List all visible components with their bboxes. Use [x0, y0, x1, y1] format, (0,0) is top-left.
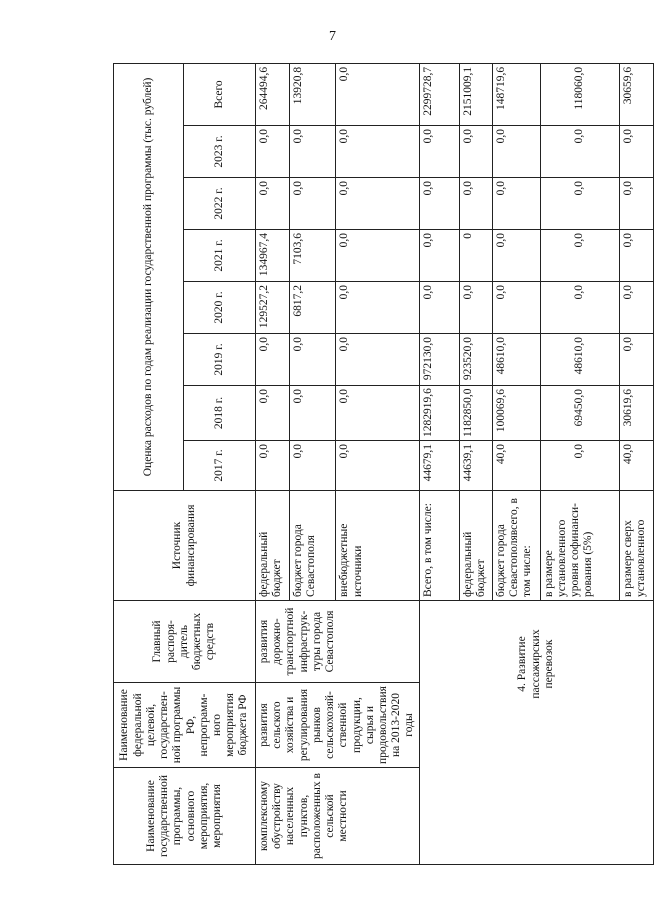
header-year-2020: 2020 г.: [184, 282, 256, 334]
header-federal-program: Наименование федеральной целевой, государствен-ной программы РФ, непрограмм-ного мероприятия бюджета РФ: [114, 683, 256, 768]
value-cell: 48610,0: [492, 334, 540, 386]
budget-table: [113, 63, 654, 865]
funding-source-cell: бюджет города Севастополя: [289, 491, 336, 601]
value-cell: 0,0: [459, 282, 492, 334]
value-cell: 264494,6: [256, 63, 290, 125]
value-cell: 0,0: [256, 334, 290, 386]
value-cell: 44679,1: [419, 441, 459, 491]
value-cell: 0,0: [459, 178, 492, 230]
value-cell: 0,0: [492, 282, 540, 334]
value-cell: 13920,8: [289, 63, 336, 125]
value-cell: 30659,6: [619, 63, 653, 125]
value-cell: 1182850,0: [459, 386, 492, 441]
value-cell: 0: [459, 230, 492, 282]
value-cell: 0,0: [619, 230, 653, 282]
value-cell: 0,0: [459, 126, 492, 178]
value-cell: 0,0: [289, 126, 336, 178]
value-cell: 148719,6: [492, 63, 540, 125]
header-year-2021: 2021 г.: [184, 230, 256, 282]
header-year-2018: 2018 г.: [184, 386, 256, 441]
value-cell: 0,0: [256, 126, 290, 178]
funding-source-cell: Всего, в том числе:: [419, 491, 459, 601]
value-cell: 0,0: [540, 126, 619, 178]
value-cell: 2151009,1: [459, 63, 492, 125]
value-cell: 923520,0: [459, 334, 492, 386]
header-total: Всего: [184, 63, 256, 125]
header-year-2017: 2017 г.: [184, 441, 256, 491]
value-cell: 0,0: [336, 126, 419, 178]
value-cell: 0,0: [419, 230, 459, 282]
value-cell: 0,0: [289, 386, 336, 441]
value-cell: 100069,6: [492, 386, 540, 441]
value-cell: 0,0: [289, 441, 336, 491]
value-cell: 972130,0: [419, 334, 459, 386]
header-measure-name: Наименование государственной программы, основного мероприятия, мероприятия: [114, 768, 256, 865]
value-cell: 0,0: [492, 178, 540, 230]
value-cell: 0,0: [336, 334, 419, 386]
value-cell: 30619,6: [619, 386, 653, 441]
value-cell: 0,0: [619, 178, 653, 230]
value-cell: 0,0: [256, 441, 290, 491]
measure-name-cell: комплексному обустройству населенных пунктов, расположенных в сельской местности: [256, 768, 420, 865]
header-main-manager: Главный распоря-дитель бюджетных средств: [114, 601, 256, 683]
funding-source-cell: федеральный бюджет: [459, 491, 492, 601]
value-cell: 0,0: [256, 386, 290, 441]
value-cell: 134967,4: [256, 230, 290, 282]
value-cell: 0,0: [619, 334, 653, 386]
value-cell: 69450,0: [540, 386, 619, 441]
value-cell: 1282919,6: [419, 386, 459, 441]
main-manager-cell: развития дорожно-транспортной инфраструк-туры города Севастополя: [256, 601, 420, 683]
value-cell: 0,0: [419, 282, 459, 334]
value-cell: 40,0: [619, 441, 653, 491]
value-cell: 0,0: [336, 230, 419, 282]
funding-source-cell: внебюджетные источники: [336, 491, 419, 601]
value-cell: 0,0: [289, 178, 336, 230]
value-cell: 0,0: [419, 178, 459, 230]
value-cell: 40,0: [492, 441, 540, 491]
value-cell: 118060,0: [540, 63, 619, 125]
value-cell: 2299728,7: [419, 63, 459, 125]
funding-source-cell: федеральный бюджет: [256, 491, 290, 601]
header-year-2023: 2023 г.: [184, 126, 256, 178]
value-cell: 0,0: [619, 282, 653, 334]
value-cell: 0,0: [540, 282, 619, 334]
value-cell: 0,0: [336, 282, 419, 334]
value-cell: 0,0: [540, 230, 619, 282]
header-estimate-group: Оценка расходов по годам реализации государственной программы (тыс. рублей): [114, 63, 184, 490]
measure-name-cell: 4. Развитие пассажирских перевозок: [419, 601, 653, 865]
value-cell: 6817,2: [289, 282, 336, 334]
header-funding-source: Источник финансирования: [114, 491, 256, 601]
value-cell: 0,0: [336, 63, 419, 125]
value-cell: 0,0: [619, 126, 653, 178]
value-cell: 0,0: [336, 178, 419, 230]
value-cell: 48610,0: [540, 334, 619, 386]
value-cell: 0,0: [492, 230, 540, 282]
value-cell: 0,0: [540, 441, 619, 491]
value-cell: 7103,6: [289, 230, 336, 282]
header-year-2022: 2022 г.: [184, 178, 256, 230]
value-cell: 0,0: [540, 178, 619, 230]
federal-program-cell: развития сельского хозяйства и регулирования рынков сельскохозяй-ственной продукции, сырья и продовольствия на 2013-2020 годы: [256, 683, 420, 768]
page-number: 7: [329, 29, 336, 44]
value-cell: 0,0: [336, 386, 419, 441]
funding-source-cell: в размере установленного уровня софинанси-рования (5%): [540, 491, 619, 601]
table-row: [419, 63, 459, 864]
value-cell: 0,0: [492, 126, 540, 178]
value-cell: 0,0: [419, 126, 459, 178]
funding-source-cell: бюджет города Севастополявсего, в том числе:: [492, 491, 540, 601]
rotated-table-container: [113, 64, 647, 865]
table-row: [256, 63, 290, 864]
value-cell: 0,0: [336, 441, 419, 491]
value-cell: 44639,1: [459, 441, 492, 491]
value-cell: 0,0: [256, 178, 290, 230]
funding-source-cell: в размере сверх установленного: [619, 491, 653, 601]
value-cell: 129527,2: [256, 282, 290, 334]
header-year-2019: 2019 г.: [184, 334, 256, 386]
value-cell: 0,0: [289, 334, 336, 386]
